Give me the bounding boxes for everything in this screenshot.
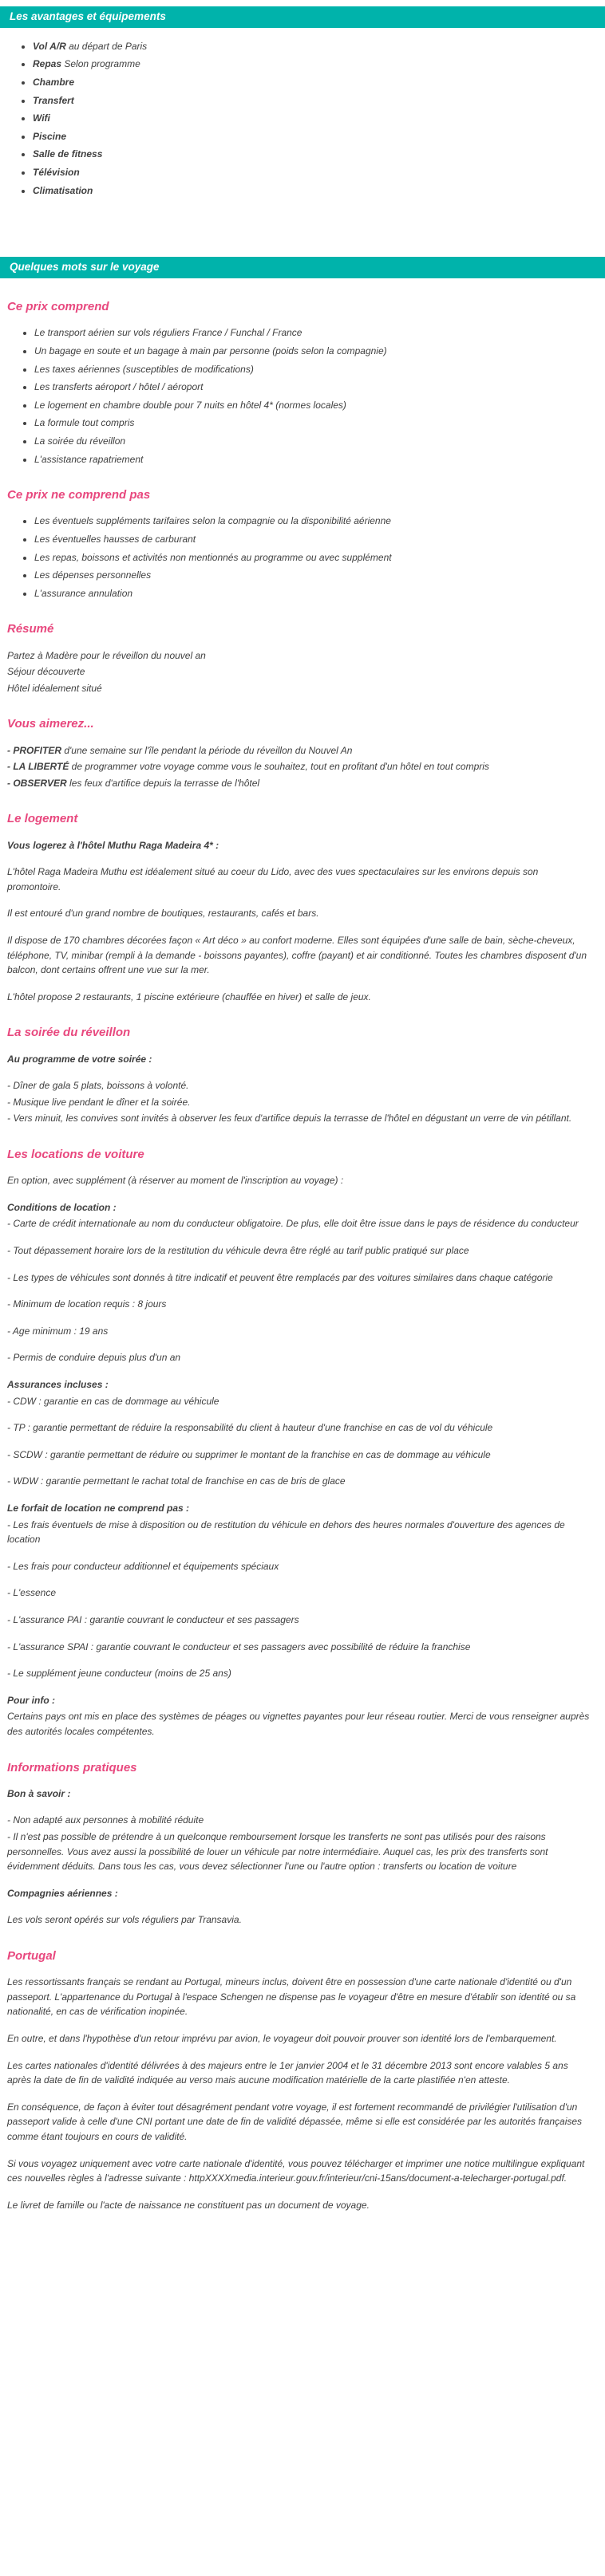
bullet-list: [7, 325, 592, 467]
list-item: • Les dépenses personnelles: [34, 568, 592, 583]
spacer: [7, 2048, 592, 2058]
paragraph: Vous logerez à l'hôtel Muthu Raga Madeira 4* :: [7, 839, 219, 851]
section-title: Ce prix comprend: [7, 300, 109, 314]
paragraph: - LA LIBERTÉ de programmer votre voyage comme vous le souhaitez, tout en profitant d'un hôtel en tout compris: [7, 761, 489, 773]
list-item: • Les taxes aériennes (susceptibles de modifications): [34, 362, 592, 377]
section-title: Résumé: [7, 622, 54, 636]
spacer: [7, 1314, 592, 1324]
paragraph: - OBSERVER les feux d'artifice depuis la terrasse de l'hôtel: [7, 777, 260, 789]
spacer: [7, 1902, 592, 1912]
section: [7, 620, 592, 695]
spacer: [7, 1190, 592, 1200]
paragraph: - Age minimum : 19 ans: [7, 1325, 109, 1337]
amenity-item: • Vol A/R au départ de Paris: [33, 39, 592, 54]
spacer: [7, 854, 592, 865]
paragraph: Compagnies aériennes :: [7, 1887, 118, 1899]
paragraph: Les vols seront opérés sur vols réguliers par Transavia.: [7, 1914, 242, 1926]
paragraph: - Les frais pour conducteur additionnel et équipements spéciaux: [7, 1560, 279, 1572]
spacer: [7, 1683, 592, 1693]
section-title: Portugal: [7, 1948, 56, 1963]
amenities-content: [0, 39, 605, 244]
list-item: • L'assurance annulation: [34, 586, 592, 601]
amenity-item: • Climatisation: [33, 183, 592, 199]
spacer: [7, 1549, 592, 1559]
list-item: • Les transferts aéroport / hôtel / aéroport: [34, 380, 592, 395]
spacer: [7, 1340, 592, 1350]
banner-quelques-mots: Quelques mots sur le voyage: [0, 257, 605, 278]
paragraph: - WDW : garantie permettant le rachat total de franchise en cas de bris de glace: [7, 1475, 346, 1487]
list-item: • La soirée du réveillon: [34, 434, 592, 449]
paragraph: Partez à Madère pour le réveillon du nouvel an: [7, 649, 206, 661]
paragraph: - Permis de conduire depuis plus d'un an: [7, 1352, 181, 1364]
list-item: • L'assistance rapatriement: [34, 452, 592, 467]
paragraph: Les ressortissants français se rendant au Portugal, mineurs inclus, doivent être en possession d'une carte nationale d'identité ou d'un passeport. L'appartenance du Portugal à l'espace Schengen ne dispense pas le voyageur d'être en mesure d'établir son identité ou sa nationalité, en cas de vérification inopinée.: [7, 1976, 576, 2018]
paragraph: - Tout dépassement horaire lors de la restitution du véhicule devra être réglé au tarif public pratiqué sur place: [7, 1245, 469, 1257]
section-title: Le logement: [7, 812, 78, 826]
amenities-list: [7, 39, 592, 198]
paragraph: Il dispose de 170 chambres décorées façon « Art déco » au confort moderne. Elles sont équipées d'une salle de bain, sèche-cheveux, téléphone, TV, minibar (rempli à la demande - boissons payantes), coffre (payant) et air conditionné. Toutes les chambres disposent d'un balcon, dont certains offrent une vue sur la mer.: [7, 935, 587, 976]
section: [7, 1947, 592, 2212]
paragraph: En outre, et dans l'hypothèse d'un retour imprévu par avion, le voyageur doit pouvoir prouver son identité lors de l'embarquement.: [7, 2032, 557, 2044]
paragraph: Conditions de location :: [7, 1201, 117, 1213]
paragraph: - SCDW : garantie permettant de réduire ou supprimer le montant de la franchise en cas de dommage au véhicule: [7, 1448, 491, 1460]
paragraph: Séjour découverte: [7, 666, 85, 678]
spacer: [7, 1233, 592, 1243]
paragraph: Le livret de famille ou l'acte de naissance ne constituent pas un document de voyage.: [7, 2199, 370, 2211]
spacer: [7, 979, 592, 990]
paragraph: - Carte de crédit internationale au nom du conducteur obligatoire. De plus, elle doit être issue dans le pays de résidence du conducteur: [7, 1218, 579, 1230]
list-item: • Les éventuels suppléments tarifaires selon la compagnie ou la disponibilité aérienne: [34, 514, 592, 529]
amenity-item: • Repas Selon programme: [33, 57, 592, 72]
paragraph: - Le supplément jeune conducteur (moins de 25 ans): [7, 1668, 231, 1680]
spacer: [7, 1068, 592, 1078]
paragraph: - Musique live pendant le dîner et la soirée.: [7, 1096, 191, 1108]
section: [7, 1145, 592, 1739]
spacer: [7, 2090, 592, 2100]
spacer: [7, 1629, 592, 1640]
paragraph: - Vers minuit, les convives sont invités à observer les feux d'artifice depuis la terrasse de l'hôtel en dégustant un verre de vin pétillant.: [7, 1113, 572, 1125]
paragraph: Certains pays ont mis en place des systèmes de péages ou vignettes payantes pour leur réseau routier. Merci de vous renseigner auprès des autorités locales compétentes.: [7, 1711, 590, 1737]
amenity-item: • Wifi: [33, 111, 592, 126]
spacer: [7, 1260, 592, 1270]
paragraph: - PROFITER d'une semaine sur l'île pendant la période du réveillon du Nouvel An: [7, 744, 353, 756]
amenity-item: • Télévision: [33, 165, 592, 180]
spacer: [7, 1876, 592, 1886]
paragraph: - Dîner de gala 5 plats, boissons à volonté.: [7, 1080, 189, 1092]
banner-avantages-equipements: Les avantages et équipements: [0, 6, 605, 28]
list-item: • Les éventuelles hausses de carburant: [34, 532, 592, 547]
spacer: [7, 1656, 592, 1666]
paragraph: - TP : garantie permettant de réduire la responsabilité du client à hauteur d'une franchise en cas de vol du véhicule: [7, 1422, 493, 1434]
spacer: [7, 1410, 592, 1420]
list-item: • Le transport aérien sur vols réguliers France / Funchal / France: [34, 325, 592, 341]
spacer: [7, 1802, 592, 1813]
paragraph: L'hôtel propose 2 restaurants, 1 piscine extérieure (chauffée en hiver) et salle de jeux.: [7, 991, 371, 1002]
paragraph: Si vous voyagez uniquement avec votre carte nationale d'identité, vous pouvez télécharger et imprimer une notice multilingue expliquant ces nouvelles règles à l'adresse suivante : httpXXXXmedia.interieur.gouv.fr/interieur/cni-15ans/document-a-telecharger-portugal.pdf.: [7, 2157, 585, 2184]
page: [0, 6, 605, 2576]
spacer: [7, 1491, 592, 1501]
bullet-list: [7, 514, 592, 601]
paragraph: - L'assurance SPAI : garantie couvrant le conducteur et ses passagers avec possibilité de réduire la franchise: [7, 1641, 471, 1652]
paragraph: - L'assurance PAI : garantie couvrant le conducteur et ses passagers: [7, 1613, 299, 1625]
paragraph: - Minimum de location requis : 8 jours: [7, 1298, 167, 1310]
section: [7, 809, 592, 1004]
spacer: [7, 1437, 592, 1448]
paragraph: En conséquence, de façon à éviter tout désagrément pendant votre voyage, il est fortement recommandé de privilégier l'utilisation d'un passeport valide à celle d'une CNI portant une date de fin de validité dépassée, même si elle est considérée par les autorités françaises comme étant toujours en cours de validité.: [7, 2101, 583, 2142]
section-title: Informations pratiques: [7, 1760, 137, 1774]
paragraph: Pour info :: [7, 1694, 55, 1706]
section-title: Les locations de voiture: [7, 1148, 144, 1162]
paragraph: Assurances incluses :: [7, 1379, 109, 1391]
paragraph: Les cartes nationales d'identité délivrées à des majeurs entre le 1er janvier 2004 et le 31 décembre 2013 sont encore valables 5 ans après la date de fin de validité indiquée au verso mais aucune modification matérielle de la carte plastifiée n'en atteste.: [7, 2059, 568, 2086]
spacer: [7, 2188, 592, 2198]
paragraph: Hôtel idéalement situé: [7, 682, 102, 694]
list-item: • Les repas, boissons et activités non mentionnés au programme ou avec supplément: [34, 550, 592, 565]
section: [7, 486, 592, 601]
list-item: • Le logement en chambre double pour 7 nuits en hôtel 4* (normes locales): [34, 398, 592, 413]
sections: [7, 297, 592, 2212]
spacer: [7, 1602, 592, 1613]
spacer: [7, 1367, 592, 1377]
section-title: Vous aimerez...: [7, 717, 94, 731]
section: [7, 1023, 592, 1126]
paragraph: En option, avec supplément (à réserver au moment de l'inscription au voyage) :: [7, 1175, 344, 1187]
spacer: [7, 1463, 592, 1474]
spacer: [7, 2146, 592, 2157]
spacer: [7, 1575, 592, 1585]
amenity-item: • Piscine: [33, 129, 592, 144]
section: [7, 1759, 592, 1928]
paragraph: - Les types de véhicules sont donnés à titre indicatif et peuvent être remplacés par des voitures similaires dans chaque catégorie: [7, 1271, 553, 1283]
section-title: La soirée du réveillon: [7, 1026, 131, 1040]
spacer: [7, 2021, 592, 2031]
spacer: [7, 923, 592, 933]
amenity-item: • Chambre: [33, 75, 592, 90]
paragraph: - Il n'est pas possible de prétendre à un quelconque remboursement lorsque les transferts ne sont pas utilisés pour des raisons personnelles. Vous avez aussi la possibilité de louer un véhicule par notre intermédiaire. Auquel cas, les prix des transferts sont évidemment déduits. Dans tous les cas, vous devez sélectionner l'une ou l'autre option : transferts ou location de voiture: [7, 1830, 548, 1873]
amenity-item: • Salle de fitness: [33, 147, 592, 162]
paragraph: - L'essence: [7, 1587, 56, 1599]
list-item: • Un bagage en soute et un bagage à main par personne (poids selon la compagnie): [34, 344, 592, 359]
paragraph: Le forfait de location ne comprend pas :: [7, 1503, 190, 1514]
list-item: • La formule tout compris: [34, 416, 592, 431]
section: [7, 297, 592, 467]
voyage-content: [0, 297, 605, 2246]
paragraph: L'hôtel Raga Madeira Muthu est idéalement situé au coeur du Lido, avec des vues spectaculaires sur les environs depuis son promontoire.: [7, 866, 539, 892]
paragraph: Il est entouré d'un grand nombre de boutiques, restaurants, cafés et bars.: [7, 908, 319, 920]
paragraph: Au programme de votre soirée :: [7, 1053, 152, 1065]
section-title: Ce prix ne comprend pas: [7, 488, 151, 502]
section: [7, 715, 592, 790]
paragraph: - Les frais éventuels de mise à disposition ou de restitution du véhicule en dehors des heures normales d'ouverture des agences de location: [7, 1518, 565, 1546]
paragraph: - CDW : garantie en cas de dommage au véhicule: [7, 1395, 219, 1407]
paragraph: Bon à savoir :: [7, 1787, 71, 1799]
amenity-item: • Transfert: [33, 93, 592, 108]
spacer: [7, 1286, 592, 1297]
paragraph: - Non adapté aux personnes à mobilité réduite: [7, 1814, 204, 1826]
spacer: [7, 896, 592, 906]
